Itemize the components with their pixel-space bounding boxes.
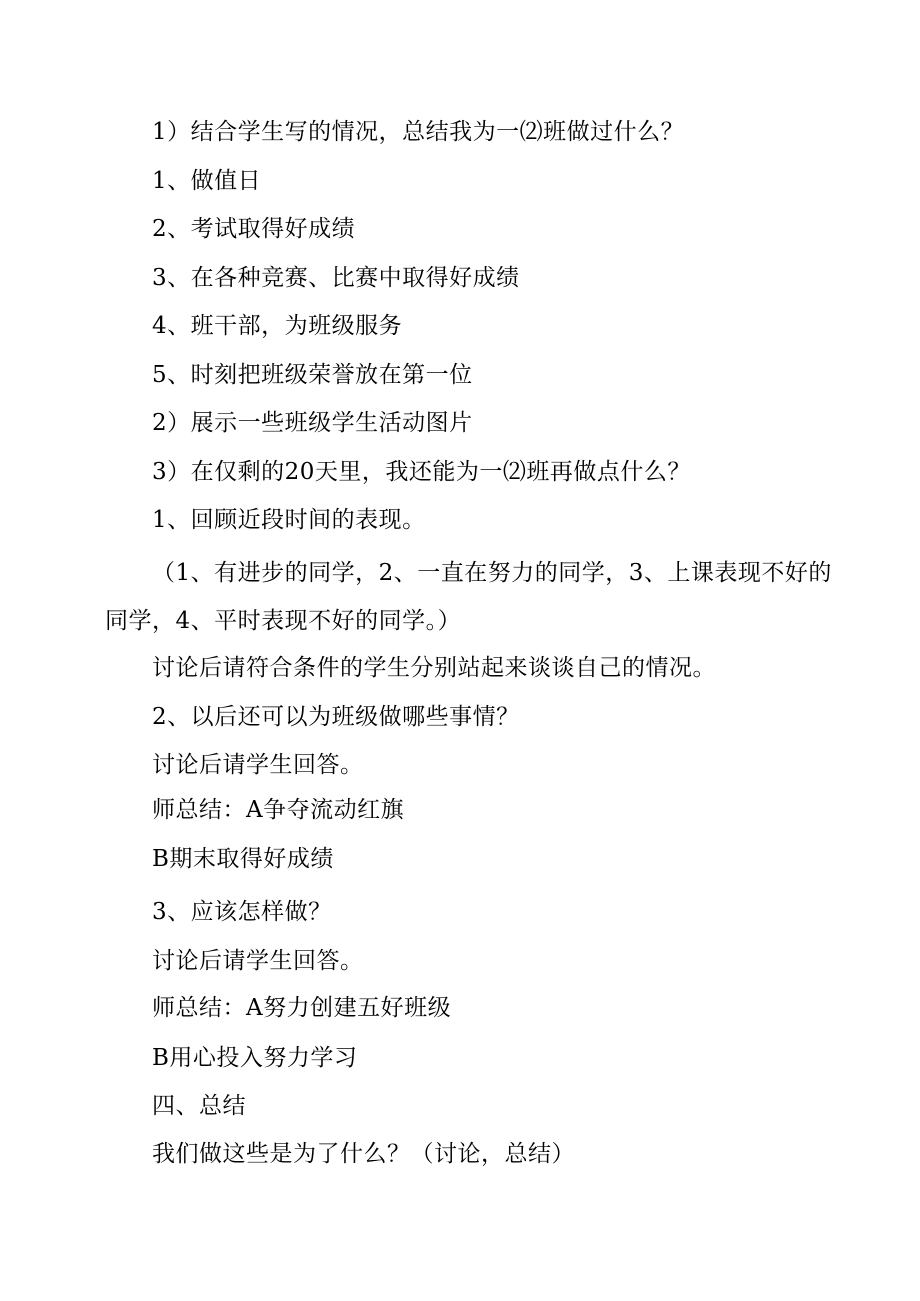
- paragraph-18: 师总结：A努力创建五好班级: [152, 995, 452, 1021]
- paragraph-12: 2、以后还可以为班级做哪些事情？: [152, 704, 520, 730]
- paragraph-11: 讨论后请符合条件的学生分别站起来谈谈自己的情况。: [152, 655, 716, 681]
- paragraph-2: 1、做值日: [152, 168, 262, 194]
- paragraph-19: B用心投入努力学习: [152, 1045, 358, 1071]
- paragraph-17: 讨论后请学生回答。: [152, 948, 364, 974]
- paragraph-14: 师总结：A争夺流动红旗: [152, 797, 405, 823]
- paragraph-15: B期末取得好成绩: [152, 846, 334, 872]
- paragraph-7: 2）展示一些班级学生活动图片: [152, 410, 473, 436]
- paragraph-1: 1）结合学生写的情况，总结我为一⑵班做过什么？: [152, 119, 685, 145]
- paragraph-5: 4、班干部，为班级服务: [152, 313, 403, 339]
- paragraph-6: 5、时刻把班级荣誉放在第一位: [152, 362, 473, 388]
- paragraph-20: 四、总结: [152, 1093, 246, 1119]
- paragraph-4: 3、在各种竞赛、比赛中取得好成绩: [152, 265, 520, 291]
- paragraph-8: 3）在仅剩的20天里，我还能为一⑵班再做点什么？: [152, 459, 691, 485]
- paragraph-9: 1、回顾近段时间的表现。: [152, 507, 426, 533]
- paragraph-21: 我们做这些是为了什么？（讨论，总结）: [152, 1141, 575, 1167]
- paragraph-3: 2、考试取得好成绩: [152, 216, 356, 242]
- paragraph-16: 3、应该怎样做？: [152, 899, 332, 925]
- paragraph-13: 讨论后请学生回答。: [152, 752, 364, 778]
- paragraph-10: （1、有进步的同学，2、一直在努力的同学，3、上课表现不好的同学，4、平时表现不好的同学。）: [105, 560, 832, 634]
